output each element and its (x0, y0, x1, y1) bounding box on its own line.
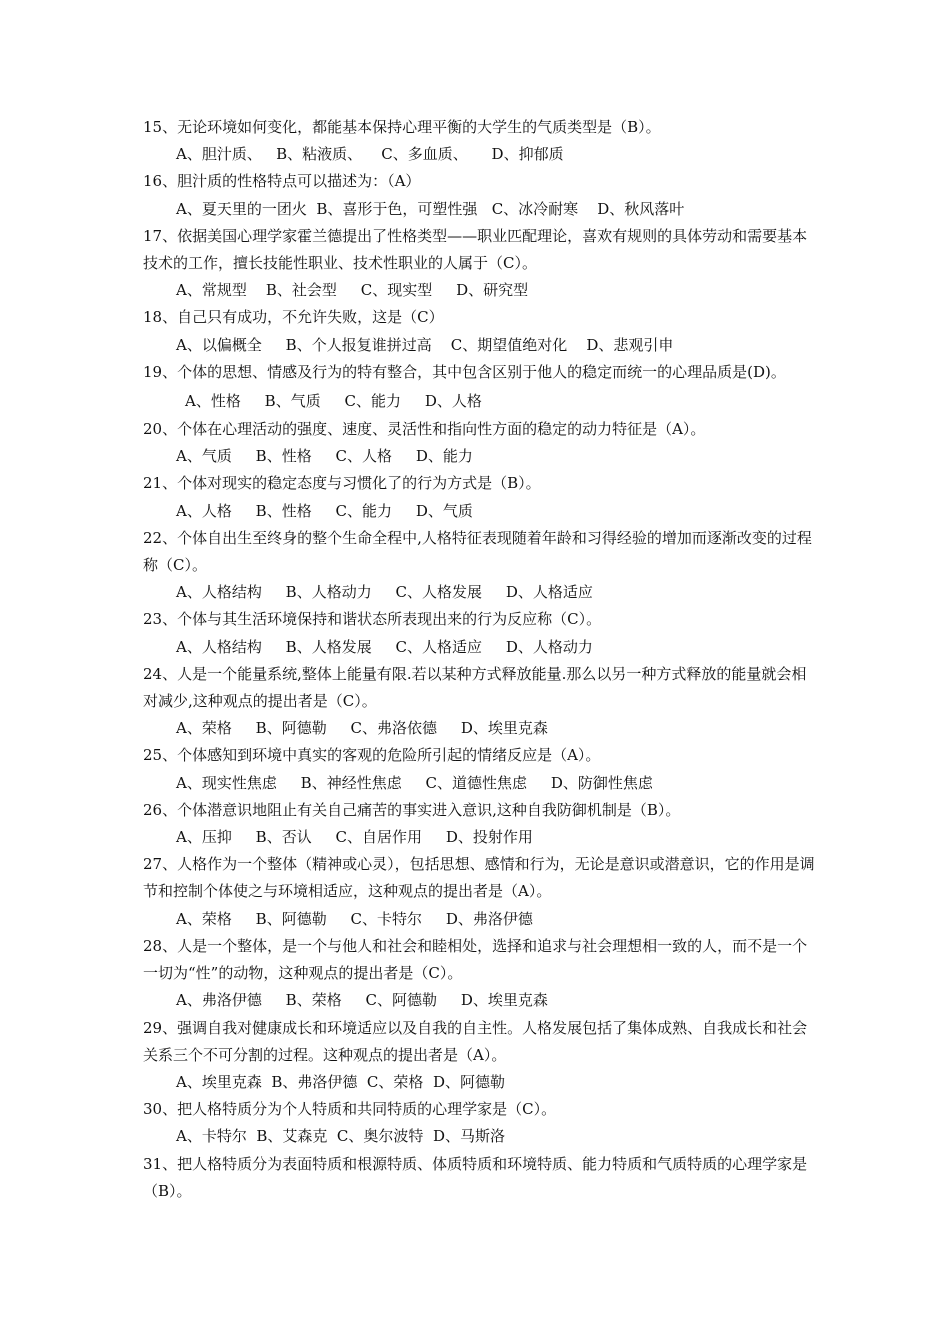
options-30: A、卡特尔 B、艾森克 C、奥尔波特 D、马斯洛 (176, 1127, 505, 1146)
question-25: 25、个体感知到环境中真实的客观的危险所引起的情绪反应是（A）。 (143, 746, 601, 765)
options-22: A、人格结构 B、人格动力 C、人格发展 D、人格适应 (176, 583, 593, 602)
question-26: 26、个体潜意识地阻止有关自己痛苦的事实进入意识,这种自我防御机制是（B）。 (143, 800, 681, 819)
question-22: 22、个体自出生至终身的整个生命全程中,人格特征表现随着年龄和习得经验的增加而逐渐改变的过程称（C）。 (143, 528, 812, 575)
options-27: A、荣格 B、阿德勒 C、卡特尔 D、弗洛伊德 (176, 909, 533, 928)
question-18: 18、自己只有成功，不允许失败，这是（C） (143, 308, 444, 327)
options-29: A、埃里克森 B、弗洛伊德 C、荣格 D、阿德勒 (176, 1072, 505, 1091)
options-19: A、性格 B、气质 C、能力 D、人格 (185, 392, 482, 411)
options-26: A、压抑 B、否认 C、自居作用 D、投射作用 (176, 828, 533, 847)
question-19: 19、个体的思想、情感及行为的特有整合，其中包含区别于他人的稳定而统一的心理品质是(D)。 (143, 362, 786, 381)
question-16: 16、胆汁质的性格特点可以描述为：（A） (143, 172, 421, 191)
question-29: 29、强调自我对健康成长和环境适应以及自我的自主性。人格发展包括了集体成熟、自我成长和社会关系三个不可分割的过程。这种观点的提出者是（A）。 (143, 1018, 808, 1064)
options-24: A、荣格 B、阿德勒 C、弗洛依德 D、埃里克森 (176, 719, 548, 738)
options-17: A、常规型 B、社会型 C、现实型 D、研究型 (176, 281, 529, 300)
options-18: A、以偏概全 B、个人报复谁拼过高 C、期望值绝对化 D、悲观引申 (176, 335, 674, 354)
options-16: A、夏天里的一团火 B、喜形于色，可塑性强 C、冰冷耐寒 D、秋风落叶 (176, 199, 685, 218)
options-15: A、胆汁质、 B、粘液质、 C、多血质、 D、抑郁质 (176, 145, 564, 164)
question-31: 31、把人格特质分为表面特质和根源特质、体质特质和环境特质、能力特质和气质特质的心理学家是（B）。 (143, 1154, 808, 1200)
question-24: 24、人是一个能量系统,整体上能量有限.若以某种方式释放能量.那么以另一种方式释放的能量就会相对减少,这种观点的提出者是（C）。 (143, 664, 807, 711)
question-27: 27、人格作为一个整体（精神或心灵），包括思想、感情和行为，无论是意识或潜意识，它的作用是调节和控制个体使之与环境相适应，这种观点的提出者是（A）。 (143, 855, 815, 901)
options-21: A、人格 B、性格 C、能力 D、气质 (176, 501, 473, 520)
question-28: 28、人是一个整体，是一个与他人和社会和睦相处，选择和追求与社会理想相一致的人，而不是一个一切为“性”的动物，这种观点的提出者是（C）。 (143, 936, 808, 983)
options-28: A、弗洛伊德 B、荣格 C、阿德勒 D、埃里克森 (176, 991, 548, 1010)
question-20: 20、个体在心理活动的强度、速度、灵活性和指向性方面的稳定的动力特征是（A）。 (143, 420, 706, 439)
question-21: 21、个体对现实的稳定态度与习惯化了的行为方式是（B）。 (143, 474, 541, 493)
question-30: 30、把人格特质分为个人特质和共同特质的心理学家是（C）。 (143, 1100, 557, 1119)
options-25: A、现实性焦虑 B、神经性焦虑 C、道德性焦虑 D、防御性焦虑 (176, 773, 653, 792)
question-17: 17、依据美国心理学家霍兰德提出了性格类型——职业匹配理论，喜欢有规则的具体劳动和需要基本技术的工作，擅长技能性职业、技术性职业的人属于（C）。 (143, 226, 808, 273)
options-20: A、气质 B、性格 C、人格 D、能力 (176, 447, 473, 466)
question-15: 15、无论环境如何变化，都能基本保持心理平衡的大学生的气质类型是（B）。 (143, 118, 661, 136)
options-23: A、人格结构 B、人格发展 C、人格适应 D、人格动力 (176, 637, 593, 656)
document-page (143, 114, 815, 1205)
question-23: 23、个体与其生活环境保持和谐状态所表现出来的行为反应称（C）。 (143, 610, 602, 629)
